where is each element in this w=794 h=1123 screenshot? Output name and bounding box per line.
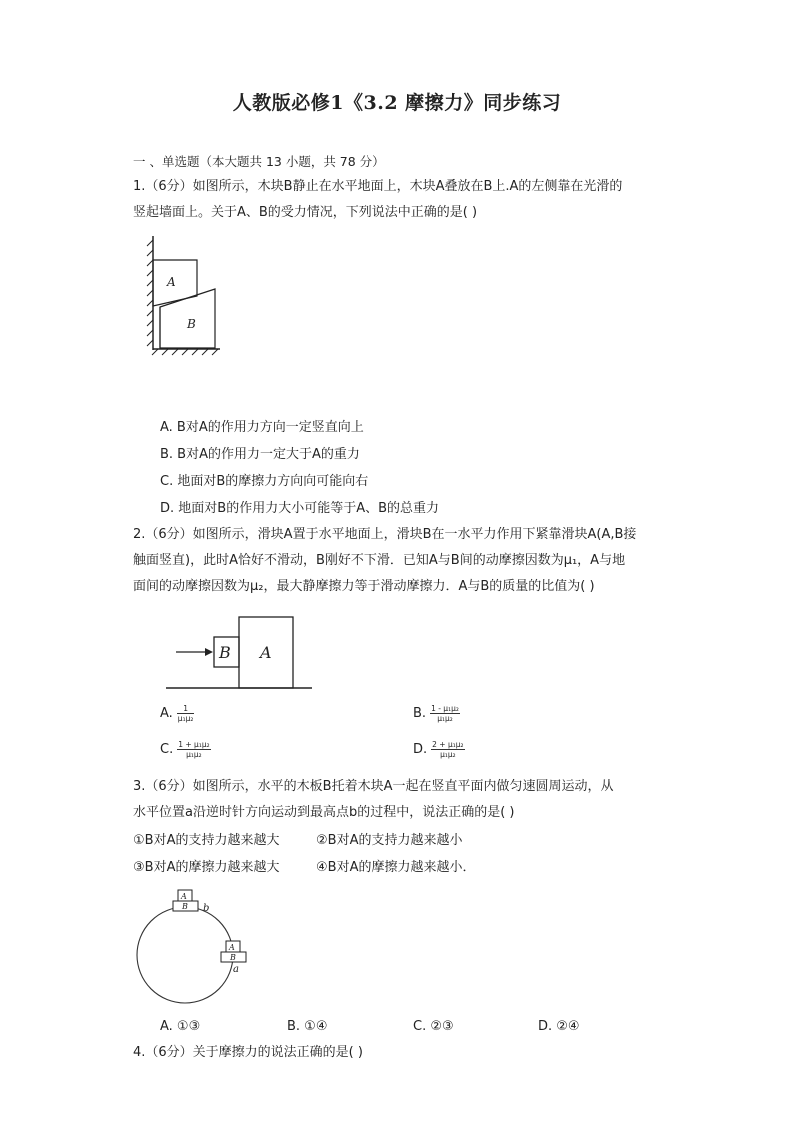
q2-option-d: D. $\frac{\text{2 + μ₁μ₂}}{\text{μ₁μ₂}}$ — [413, 740, 464, 759]
q3-statement-4: ④B对A的摩擦力越来越小． — [316, 860, 476, 875]
q2-text-line3: 面间的动摩擦因数为μ₂，最大静摩擦力等于滑动摩擦力．A与B的质量的比值为( ) — [133, 579, 595, 594]
q1-text-line1: 1.（6分）如图所示，木块B静止在水平地面上，木块A叠放在B上.A的左侧靠在光滑的 — [133, 179, 623, 194]
page-title: 人教版必修1《3.2 摩擦力》同步练习 — [232, 92, 562, 114]
q3-text-line1: 3.（6分）如图所示，水平的木板B托着木块A一起在竖直平面内做匀速圆周运动，从 — [133, 779, 614, 794]
q2-option-b: B. $\frac{\text{1 - μ₁μ₂}}{\text{μ₁μ₂}}$ — [413, 704, 459, 723]
q2-figure — [166, 615, 316, 691]
q3-point-b: b — [203, 903, 210, 914]
q3-option-d: D. ②④ — [538, 1019, 580, 1034]
q2-label-a: A — [260, 643, 272, 662]
q1-option-b: B. B对A的作用力一定大于A的重力 — [160, 447, 360, 462]
q3-statement-2: ②B对A的支持力越来越小 — [316, 833, 463, 848]
q3-right-label-a: A — [229, 943, 235, 952]
q1-label-a: A — [167, 275, 176, 289]
q1-option-d: D. 地面对B的作用力大小可能等于A、B的总重力 — [160, 501, 440, 516]
q2-option-a: A. $\frac{1}{\text{μ₁μ₂}}$ — [160, 704, 194, 723]
q1-label-b: B — [187, 317, 196, 331]
q3-right-label-b: B — [230, 953, 236, 962]
q3-point-a: a — [233, 964, 239, 975]
q3-option-c: C. ②③ — [413, 1019, 454, 1034]
q3-statement-1: ①B对A的支持力越来越大 — [133, 833, 280, 848]
q2-option-c: C. $\frac{\text{1 + μ₁μ₂}}{\text{μ₁μ₂}}$ — [160, 740, 210, 759]
q1-figure — [138, 236, 238, 356]
q3-figure — [130, 886, 260, 1010]
q4-text-line1: 4.（6分）关于摩擦力的说法正确的是( ) — [133, 1045, 363, 1060]
q1-option-a: A. B对A的作用力方向一定竖直向上 — [160, 420, 364, 435]
section-heading: 一 、单选题（本大题共 13 小题，共 78 分） — [133, 154, 385, 169]
q2-text-line1: 2.（6分）如图所示，滑块A置于水平地面上，滑块B在一水平力作用下紧靠滑块A(A,B接 — [133, 527, 637, 542]
q1-text-line2: 竖起墙面上。关于A、B的受力情况，下列说法中正确的是( ) — [133, 205, 478, 220]
q3-statement-3: ③B对A的摩擦力越来越大 — [133, 860, 280, 875]
q3-top-label-b: B — [182, 902, 188, 911]
q1-option-c: C. 地面对B的摩擦力方向向可能向右 — [160, 474, 369, 489]
q3-option-a: A. ①③ — [160, 1019, 201, 1034]
q3-option-b: B. ①④ — [287, 1019, 328, 1034]
q3-top-label-a: A — [181, 892, 187, 901]
q2-text-line2: 触面竖直)，此时A恰好不滑动，B刚好不下滑．已知A与B间的动摩擦因数为μ₁，A与地 — [133, 553, 626, 568]
q2-label-b: B — [219, 643, 231, 662]
q3-text-line2: 水平位置a沿逆时针方向运动到最高点b的过程中，说法正确的是( ) — [133, 805, 515, 820]
